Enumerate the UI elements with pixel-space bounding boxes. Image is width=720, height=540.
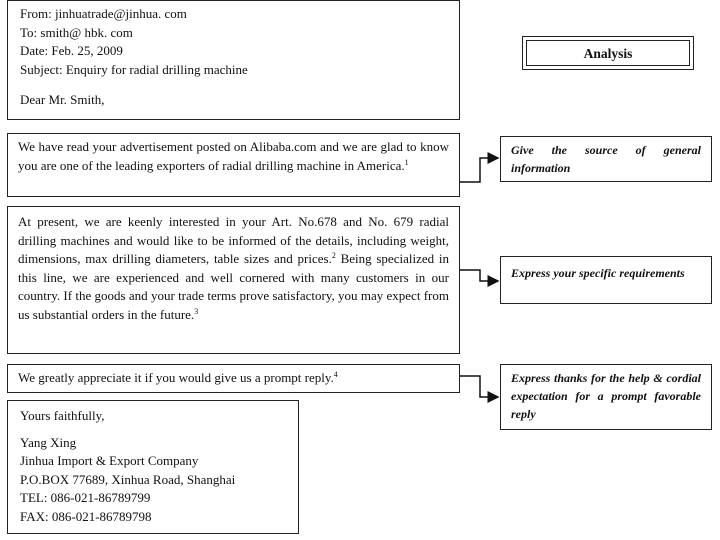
analysis-note-3: Express thanks for the help & cordial expectation for a prompt favorable reply bbox=[500, 364, 712, 430]
footnote-3: 3 bbox=[194, 306, 199, 316]
closing-signature bbox=[7, 400, 299, 534]
email-header bbox=[7, 0, 460, 120]
sender-tel: TEL: 086-021-86789799 bbox=[20, 490, 151, 505]
footnote-1: 1 bbox=[404, 157, 409, 167]
arrow-note-2 bbox=[460, 270, 498, 281]
paragraph-thanks bbox=[7, 364, 460, 393]
paragraph-requirements-text-b: Being specialized in this line, we are experienced and well cornered with many customers in our country. If the goods and your trade terms prove satisfactory, you may expect from us substantial orders in the future. bbox=[18, 251, 449, 322]
footnote-2: 2 bbox=[331, 251, 336, 260]
sender-name: Yang Xing bbox=[20, 434, 77, 450]
subject-line: Subject: Enquiry for radial drilling machine bbox=[20, 61, 248, 77]
sender-address: P.O.BOX 77689, Xinhua Road, Shanghai bbox=[20, 471, 236, 487]
sign-off: Yours faithfully, bbox=[20, 408, 105, 423]
arrow-note-1 bbox=[460, 158, 498, 182]
paragraph-requirements bbox=[7, 206, 460, 354]
date-line: Date: Feb. 25, 2009 bbox=[20, 43, 123, 58]
to-line: To: smith@ hbk. com bbox=[20, 24, 133, 40]
sender-fax: FAX: 086-021-86789798 bbox=[20, 508, 152, 524]
from-line: From: jinhuatrade@jinhua. com bbox=[20, 6, 187, 21]
analysis-note-1: Give the source of general information bbox=[500, 136, 712, 182]
footnote-4: 4 bbox=[333, 370, 338, 379]
paragraph-intro-text: We have read your advertisement posted on Alibaba.com and we are glad to know you are one of the leading exporters of radial drilling machine in America. bbox=[18, 139, 449, 173]
paragraph-requirements-text-a: At present, we are keenly interested in your Art. No.678 and No. 679 radial drilling machines and would like to be informed of the details, including weight, dimensions, max drilling diameters, table sizes and prices. bbox=[18, 214, 449, 266]
analysis-note-2: Express your specific requirements bbox=[500, 256, 712, 304]
analysis-title: Analysis bbox=[526, 40, 690, 66]
paragraph-thanks-text: We greatly appreciate it if you would give us a prompt reply. bbox=[18, 370, 334, 385]
analysis-header bbox=[522, 36, 694, 70]
arrow-note-3 bbox=[460, 376, 498, 397]
paragraph-intro bbox=[7, 133, 460, 197]
sender-company: Jinhua Import & Export Company bbox=[20, 453, 199, 468]
salutation: Dear Mr. Smith, bbox=[20, 92, 105, 107]
